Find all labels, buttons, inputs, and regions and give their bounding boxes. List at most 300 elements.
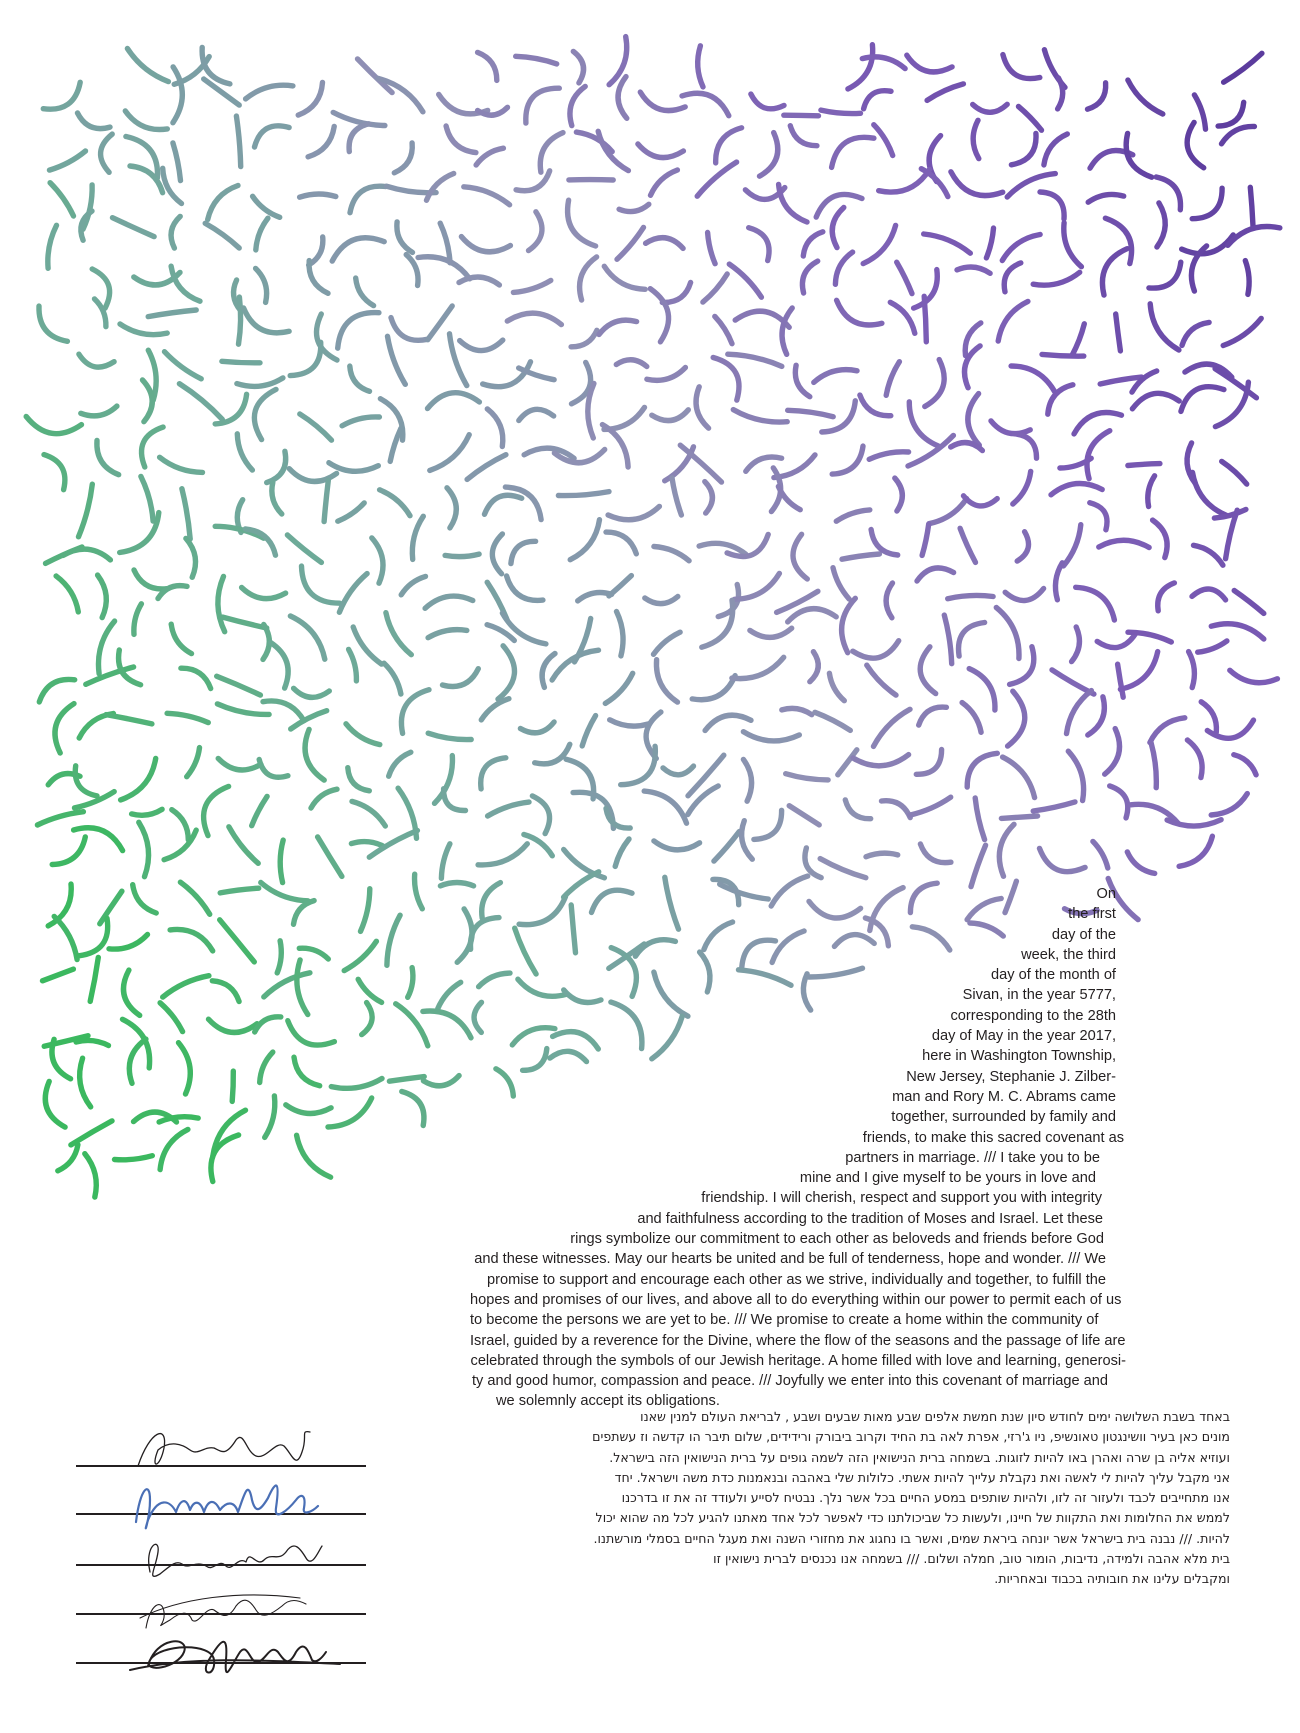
- squiggle-stroke: [54, 916, 77, 959]
- squiggle-stroke: [729, 264, 761, 297]
- text-line: to become the persons we are yet to be. /// We promise to create a home within the community of: [470, 1312, 1099, 1329]
- squiggle-stroke: [308, 126, 334, 156]
- squiggle-stroke: [1189, 652, 1195, 688]
- signature-3: [149, 1544, 322, 1576]
- squiggle-stroke: [160, 1003, 183, 1032]
- squiggle-stroke: [485, 495, 522, 514]
- squiggle-stroke: [922, 524, 929, 555]
- squiggle-stroke: [443, 669, 479, 687]
- squiggle-stroke: [173, 67, 182, 123]
- squiggle-stroke: [790, 126, 817, 146]
- squiggle-stroke: [478, 52, 497, 80]
- squiggle-stroke: [181, 668, 211, 688]
- squiggle-stroke: [1001, 816, 1037, 818]
- squiggle-stroke: [751, 94, 784, 109]
- squiggle-stroke: [960, 528, 975, 562]
- squiggle-stroke: [265, 1096, 275, 1138]
- text-line: On: [1096, 886, 1116, 902]
- squiggle-stroke: [886, 362, 899, 396]
- squiggle-stroke: [492, 534, 502, 574]
- squiggle-stroke: [832, 446, 863, 474]
- squiggle-stroke: [100, 891, 122, 924]
- squiggle-stroke: [605, 673, 632, 703]
- squiggle-stroke: [333, 112, 385, 125]
- squiggle-stroke: [917, 568, 954, 581]
- text-line: New Jersey, Stephanie J. Zilber-: [906, 1068, 1116, 1085]
- text-line: Israel, guided by a reverence for the Divine, where the flow of the seasons and the passage of life are: [470, 1332, 1126, 1349]
- squiggle-stroke: [1192, 188, 1222, 219]
- squiggle-stroke: [132, 809, 163, 815]
- squiggle-stroke: [599, 320, 637, 334]
- squiggle-stroke: [186, 538, 196, 577]
- signatures: [130, 1432, 340, 1673]
- squiggle-stroke: [353, 627, 381, 664]
- squiggle-stroke: [1158, 583, 1175, 611]
- hebrew-covenant-text: [494, 1407, 1230, 1590]
- squiggle-stroke: [125, 111, 167, 130]
- squiggle-stroke: [338, 313, 379, 349]
- squiggle-stroke: [134, 604, 142, 635]
- squiggle-stroke: [793, 534, 807, 579]
- squiggle-stroke: [1093, 841, 1108, 868]
- text-line: promise to support and encourage each other as we strive, individually and together, to fulfill the: [487, 1271, 1106, 1288]
- squiggle-stroke: [220, 920, 255, 962]
- squiggle-stroke: [318, 837, 342, 877]
- squiggle-stroke: [98, 621, 114, 674]
- squiggle-stroke: [205, 223, 239, 248]
- squiggle-stroke: [927, 84, 963, 101]
- squiggle-stroke: [1087, 431, 1110, 479]
- squiggle-stroke: [1234, 591, 1264, 614]
- squiggle-stroke: [507, 576, 543, 600]
- squiggle-stroke: [331, 1079, 382, 1089]
- squiggle-stroke: [440, 883, 473, 886]
- squiggle-stroke: [260, 1052, 273, 1082]
- text-line: corresponding to the 28th: [950, 1007, 1116, 1024]
- text-line: hopes and promises of our lives, and above all to do everything within our power to permit each of us: [470, 1291, 1122, 1308]
- squiggle-stroke: [558, 492, 609, 496]
- squiggle-stroke: [703, 274, 727, 302]
- squiggle-stroke: [165, 352, 202, 379]
- squiggle-stroke: [98, 575, 107, 618]
- squiggle-stroke: [732, 657, 784, 678]
- squiggle-stroke: [423, 1076, 459, 1086]
- squiggle-stroke: [698, 46, 703, 87]
- signature-2: [136, 1486, 318, 1529]
- squiggle-stroke: [76, 1040, 108, 1045]
- squiggle-stroke: [705, 715, 751, 730]
- squiggle-stroke: [430, 435, 469, 471]
- squiggle-stroke: [476, 148, 503, 165]
- squiggle-stroke: [604, 407, 645, 429]
- squiggle-stroke: [163, 976, 209, 997]
- squiggle-stroke: [332, 238, 384, 261]
- text-line: man and Rory M. C. Abrams came: [892, 1088, 1116, 1105]
- squiggle-stroke: [1105, 729, 1120, 775]
- squiggle-stroke: [929, 499, 967, 524]
- squiggle-stroke: [1008, 691, 1025, 746]
- squiggle-stroke: [348, 768, 370, 791]
- squiggle-stroke: [615, 839, 629, 866]
- squiggle-stroke: [50, 151, 86, 170]
- squiggle-stroke: [784, 115, 819, 116]
- squiggle-stroke: [222, 361, 260, 363]
- squiggle-stroke: [80, 1058, 91, 1107]
- squiggle-stroke: [1003, 757, 1035, 798]
- squiggle-stroke: [570, 86, 585, 125]
- squiggle-stroke: [217, 704, 269, 715]
- text-line: the first: [1068, 906, 1116, 923]
- squiggle-stroke: [79, 484, 93, 537]
- squiggle-stroke: [460, 340, 503, 350]
- squiggle-stroke: [44, 455, 65, 490]
- squiggle-stroke: [481, 699, 509, 720]
- squiggle-stroke: [271, 643, 289, 689]
- squiggle-stroke: [254, 389, 276, 439]
- squiggle-stroke: [526, 88, 559, 123]
- squiggle-stroke: [540, 133, 563, 173]
- squiggle-stroke: [79, 354, 114, 367]
- hebrew-text-line: ומקבלים עלינו את חובותיה בכבוד ובאחריות.: [994, 1571, 1230, 1587]
- squiggle-stroke: [255, 1017, 281, 1032]
- squiggle-stroke: [760, 133, 778, 177]
- squiggle-stroke: [461, 237, 510, 252]
- squiggle-stroke: [860, 395, 891, 416]
- squiggle-stroke: [842, 554, 879, 559]
- squiggle-stroke: [1234, 755, 1256, 775]
- squiggle-stroke: [299, 948, 328, 959]
- squiggle-stroke: [171, 216, 180, 248]
- squiggle-stroke: [290, 342, 321, 375]
- squiggle-stroke: [948, 595, 993, 598]
- squiggle-stroke: [552, 650, 598, 680]
- squiggle-stroke: [702, 600, 733, 647]
- squiggle-stroke: [959, 623, 985, 657]
- squiggle-stroke: [261, 883, 308, 901]
- squiggle-stroke: [619, 204, 649, 211]
- squiggle-stroke: [820, 859, 866, 878]
- squiggle-stroke: [842, 598, 856, 652]
- squiggle-stroke: [951, 172, 1003, 196]
- squiggle-stroke: [394, 143, 412, 173]
- squiggle-stroke: [1015, 434, 1037, 458]
- squiggle-stroke: [239, 297, 241, 344]
- squiggle-stroke: [991, 421, 1030, 434]
- squiggle-stroke: [1097, 634, 1135, 648]
- text-line: week, the third: [1021, 946, 1116, 963]
- squiggle-stroke: [715, 316, 732, 343]
- squiggle-stroke: [52, 1039, 71, 1079]
- squiggle-stroke: [1132, 371, 1157, 392]
- squiggle-stroke: [342, 417, 379, 426]
- squiggle-stroke: [427, 174, 454, 201]
- squiggle-stroke: [63, 549, 110, 560]
- squiggle-stroke: [223, 617, 267, 628]
- squiggle-stroke: [662, 283, 690, 303]
- squiggle-stroke: [1151, 743, 1156, 788]
- hebrew-text-line: לממש את החלומות ואת התקוות של חיינו, ולעשות כל שביכולתנו כדי לאפשר לכל אחד מאתנו להגיע לכל מה שהוא יכול: [595, 1510, 1230, 1526]
- squiggle-stroke: [1128, 464, 1160, 466]
- squiggle-stroke: [789, 806, 819, 825]
- squiggle-stroke: [568, 200, 596, 246]
- squiggle-stroke: [924, 234, 971, 253]
- squiggle-stroke: [788, 609, 837, 622]
- squiggle-stroke: [1011, 133, 1036, 164]
- squiggle-stroke: [699, 543, 746, 554]
- squiggle-stroke: [164, 830, 196, 860]
- squiggle-stroke: [786, 774, 828, 780]
- squiggle-stroke: [218, 758, 261, 770]
- squiggle-stroke: [1182, 322, 1209, 345]
- squiggle-stroke: [973, 104, 1008, 112]
- text-line: celebrated through the symbols of our Jewish heritage. A home filled with love and learning, generosi-: [470, 1352, 1126, 1369]
- squiggle-stroke: [1033, 802, 1075, 811]
- squiggle-stroke: [294, 688, 330, 697]
- squiggle-stroke: [967, 753, 997, 787]
- squiggle-stroke: [805, 848, 821, 878]
- hebrew-text-line: בית מלא אהבה ולמידה, נדיבות, הומור טוב, חמלה ושלום. /// בשמחה אנו נכנסים לברית נישואין זו: [713, 1551, 1230, 1567]
- squiggle-stroke: [277, 941, 281, 973]
- squiggle-stroke: [713, 358, 739, 401]
- squiggle-stroke: [716, 128, 742, 163]
- squiggle-stroke: [1044, 134, 1067, 165]
- squiggle-stroke: [1099, 540, 1149, 547]
- squiggle-stroke: [1005, 589, 1043, 601]
- squiggle-stroke: [1149, 262, 1181, 288]
- squiggle-stroke: [253, 196, 280, 217]
- squiggle-stroke: [244, 308, 290, 333]
- squiggle-stroke: [853, 641, 899, 658]
- squiggle-stroke: [372, 538, 383, 583]
- squiggle-stroke: [516, 171, 550, 191]
- squiggle-stroke: [863, 225, 895, 263]
- squiggle-stroke: [1223, 318, 1261, 345]
- squiggle-stroke: [447, 488, 456, 528]
- squiggle-stroke: [968, 394, 979, 446]
- squiggle-stroke: [1211, 624, 1264, 639]
- squiggle-stroke: [708, 233, 716, 264]
- squiggle-stroke: [294, 901, 315, 925]
- squiggle-stroke: [229, 827, 258, 864]
- squiggle-stroke: [305, 729, 324, 780]
- squiggle-stroke: [616, 360, 647, 367]
- squiggle-stroke: [1245, 261, 1249, 295]
- squiggle-stroke: [488, 802, 529, 816]
- squiggle-stroke: [895, 478, 903, 511]
- hebrew-text-line: אני מקבל עליך להיות לי לאשה ואת נקבלת עלייך להיות אשתי. כלולות שלי באהבה ובנאמנות כדת משה וישראל. יחד: [614, 1469, 1230, 1485]
- squiggle-stroke: [204, 786, 229, 835]
- squiggle-stroke: [571, 330, 597, 347]
- squiggle-stroke: [483, 362, 531, 387]
- squiggle-stroke: [123, 1019, 150, 1068]
- squiggle-stroke: [1088, 83, 1106, 109]
- squiggle-stroke: [350, 186, 385, 213]
- squiggle-stroke: [272, 483, 282, 514]
- squiggle-stroke: [920, 647, 936, 694]
- squiggle-stroke: [171, 624, 191, 653]
- squiggle-stroke: [148, 310, 196, 317]
- squiggle-stroke: [464, 187, 510, 205]
- squiggle-stroke: [1042, 354, 1084, 356]
- squiggle-stroke: [845, 800, 870, 819]
- squiggle-stroke: [1017, 532, 1028, 561]
- squiggle-stroke: [916, 750, 941, 775]
- squiggle-stroke: [26, 417, 81, 434]
- squiggle-stroke: [48, 225, 57, 268]
- squiggle-stroke: [848, 45, 873, 89]
- squiggle-stroke: [1167, 820, 1221, 826]
- squiggle-stroke: [401, 690, 429, 734]
- squiggle-stroke: [617, 227, 644, 259]
- squiggle-stroke: [209, 1019, 258, 1032]
- squiggle-stroke: [252, 796, 267, 825]
- squiggle-stroke: [1198, 641, 1227, 652]
- squiggle-stroke: [170, 929, 213, 950]
- squiggle-stroke: [498, 646, 514, 699]
- squiggle-stroke: [749, 228, 769, 261]
- squiggle-stroke: [610, 720, 649, 726]
- squiggle-stroke: [647, 368, 686, 381]
- squiggle-stroke: [829, 673, 844, 700]
- squiggle-stroke: [346, 724, 380, 745]
- squiggle-stroke: [802, 261, 817, 293]
- squiggle-stroke: [160, 1129, 188, 1169]
- text-line: we solemnly accept its obligations.: [496, 1393, 720, 1410]
- squiggle-stroke: [618, 77, 627, 119]
- squiggle-stroke: [1127, 852, 1154, 874]
- squiggle-stroke: [1105, 218, 1131, 263]
- squiggle-stroke: [246, 85, 293, 99]
- squiggle-stroke: [218, 576, 225, 631]
- squiggle-stroke: [37, 812, 83, 825]
- squiggle-stroke: [445, 554, 479, 557]
- squiggle-stroke: [832, 137, 874, 167]
- squiggle-stroke: [871, 530, 898, 556]
- squiggle-stroke: [75, 766, 97, 796]
- squiggle-stroke: [95, 299, 106, 327]
- hebrew-text-line: להיות. /// נבנה בית בישראל אשר יונחה ביראת שמים, ואשר בו נחגוג את מחזורי השנה ואת מעגל החיים בסמלי מורשתנו.: [593, 1530, 1230, 1546]
- squiggle-stroke: [742, 821, 753, 860]
- squiggle-stroke: [256, 218, 268, 250]
- squiggle-stroke: [52, 837, 85, 865]
- squiggle-stroke: [389, 1077, 424, 1082]
- squiggle-stroke: [743, 732, 799, 741]
- text-line: partners in marriage. /// I take you to be: [845, 1149, 1100, 1166]
- squiggle-stroke: [139, 822, 149, 876]
- squiggle-stroke: [1230, 670, 1278, 682]
- squiggle-stroke: [459, 277, 499, 285]
- squiggle-stroke: [1192, 589, 1226, 600]
- squiggle-stroke: [1003, 55, 1040, 79]
- squiggle-stroke: [56, 576, 78, 612]
- squiggle-stroke: [672, 478, 681, 515]
- squiggle-stroke: [349, 649, 357, 681]
- squiggle-stroke: [1211, 794, 1247, 815]
- squiggle-stroke: [1033, 272, 1080, 285]
- squiggle-stroke: [259, 760, 288, 778]
- squiggle-stroke: [1040, 848, 1086, 871]
- squiggle-stroke: [286, 1105, 331, 1114]
- squiggle-stroke: [638, 144, 684, 158]
- squiggle-stroke: [361, 889, 370, 932]
- squiggle-stroke: [920, 844, 951, 863]
- squiggle-stroke: [267, 451, 286, 482]
- squiggle-stroke: [387, 915, 400, 965]
- text-line: friends, to make this sacred covenant as: [862, 1129, 1124, 1146]
- squiggle-stroke: [969, 669, 995, 710]
- squiggle-stroke: [1181, 387, 1224, 412]
- squiggle-stroke: [39, 306, 67, 341]
- squiggle-stroke: [344, 941, 376, 970]
- text-line: ty and good humor, compassion and peace. /// Joyfully we enter into this covenant of marriage and: [471, 1373, 1108, 1390]
- squiggle-stroke: [351, 842, 382, 846]
- squiggle-stroke: [220, 888, 259, 893]
- squiggle-stroke: [999, 824, 1014, 876]
- squiggle-stroke: [173, 143, 181, 181]
- squiggle-stroke: [1201, 702, 1216, 732]
- squiggle-stroke: [1126, 133, 1152, 177]
- squiggle-stroke: [487, 409, 503, 447]
- squiggle-stroke: [45, 1081, 65, 1127]
- squiggle-stroke: [182, 489, 190, 539]
- squiggle-stroke: [388, 336, 406, 384]
- hebrew-text-line: מונים כאן בעיר וושינגטון טאונשיפ, ניו ג'רזי, אפרת לאה בת החיד וקרוב ביבורק ורידידים, שלום תיבר הו קדשה וז עשתפים: [592, 1429, 1230, 1445]
- squiggle-stroke: [964, 496, 998, 506]
- hebrew-text-line: באחד בשבת השלושה ימים לחודש סיון שנת חמשת אלפים שבע מאות שבעים ושבע , לבריאת העולם למנין שאנו: [640, 1409, 1230, 1424]
- squiggle-stroke: [428, 733, 471, 739]
- squiggle-stroke: [264, 973, 310, 997]
- squiggle-stroke: [50, 183, 73, 216]
- squiggle-stroke: [39, 679, 74, 702]
- squiggle-stroke: [134, 570, 167, 589]
- squiggle-stroke: [645, 597, 678, 604]
- squiggle-stroke: [467, 455, 506, 480]
- squiggle-stroke: [821, 110, 861, 113]
- squiggle-stroke: [109, 935, 148, 950]
- squiggle-stroke: [944, 615, 951, 664]
- squiggle-stroke: [352, 801, 385, 826]
- squiggle-stroke: [425, 596, 473, 608]
- squiggle-stroke: [397, 222, 413, 253]
- squiggle-stroke: [1067, 691, 1092, 734]
- squiggle-stroke: [408, 968, 413, 998]
- squiggle-stroke: [644, 791, 686, 823]
- squiggle-stroke: [415, 874, 423, 909]
- squiggle-stroke: [237, 434, 252, 470]
- squiggle-stroke: [1250, 187, 1253, 226]
- squiggle-stroke: [795, 365, 809, 396]
- squiggle-stroke: [652, 410, 689, 421]
- squiggle-stroke: [120, 324, 167, 335]
- squiggle-stroke: [143, 380, 153, 422]
- squiggle-stroke: [1128, 80, 1163, 114]
- squiggle-stroke: [242, 588, 286, 599]
- squiggle-stroke: [682, 93, 729, 116]
- squiggle-stroke: [142, 427, 164, 467]
- squiggle-stroke: [810, 652, 818, 682]
- squiggle-stroke: [919, 707, 947, 725]
- squiggle-stroke: [1004, 263, 1021, 292]
- squiggle-stroke: [129, 1039, 146, 1083]
- squiggle-stroke: [311, 789, 337, 808]
- squiggle-stroke: [874, 125, 893, 156]
- squiggle-stroke: [886, 583, 892, 618]
- squiggle-stroke: [705, 482, 713, 513]
- squiggle-stroke: [79, 918, 108, 956]
- squiggle-stroke: [78, 113, 111, 129]
- squiggle-stroke: [1010, 647, 1034, 685]
- squiggle-stroke: [141, 476, 153, 521]
